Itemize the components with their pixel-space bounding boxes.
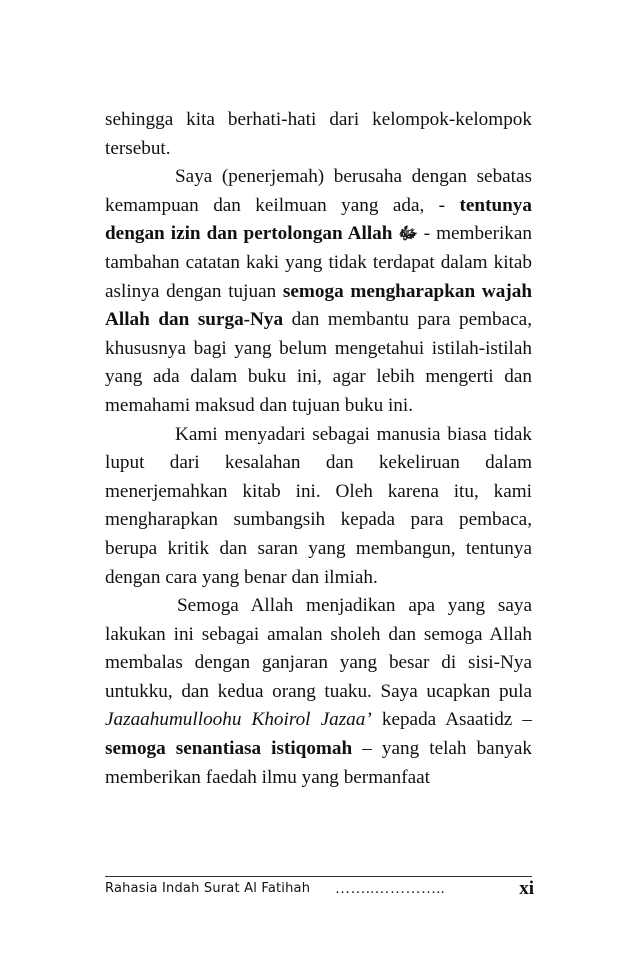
paragraph-text: – yang telah banyak memberikan faedah ilmu yang bermanfaat — [105, 738, 532, 788]
paragraph-text: Saya (penerjemah) berusaha dengan sebatas kemampuan dan keilmuan yang ada, - — [105, 166, 532, 216]
footer-rule — [105, 876, 532, 877]
paragraph-text: dan membantu para pembaca, khususnya bagi yang belum mengetahui istilah-istilah yang ada dalam buku ini, agar lebih mengerti dan memahami maksud dan tujuan buku ini. — [105, 309, 532, 416]
bold-phrase: semoga mengharapkan wajah Allah dan surga-Nya — [105, 280, 532, 331]
paragraph — [105, 163, 532, 420]
honorific-glyph: ﷻ — [398, 224, 418, 244]
page-body — [105, 106, 532, 792]
page-number: xi — [519, 878, 534, 899]
paragraph — [105, 106, 532, 163]
footer-book-title: Rahasia Indah Surat Al Fatihah — [105, 881, 311, 896]
paragraph-text: Kami menyadari sebagai manusia biasa tidak luput dari kesalahan dan kekeliruan dalam menerjemahkan kitab ini. Oleh karena itu, kami mengharapkan sumbangsih kepada para pembaca, berupa kritik dan saran yang membangun, tentunya dengan cara yang benar dan ilmiah. — [105, 423, 532, 588]
paragraph-text: Semoga Allah menjadikan apa yang saya lakukan ini sebagai amalan sholeh dan semoga Allah membalas dengan ganjaran yang besar di sisi-Nya untukku, dan kedua orang tuaku. Saya ucapkan pula — [105, 595, 532, 702]
footer-leader-dots: ……..………….. — [335, 881, 445, 897]
paragraph-text: kepada Asaatidz – — [371, 709, 533, 731]
bold-phrase: semoga senantiasa istiqomah — [105, 738, 353, 760]
bold-phrase: tentunya dengan izin dan pertolongan Allah — [105, 194, 532, 245]
paragraph-text: - memberikan tambahan catatan kaki yang tidak terdapat dalam kitab aslinya dengan tujuan — [105, 223, 533, 302]
paragraph — [105, 592, 532, 792]
paragraph-text: sehingga kita berhati-hati dari kelompok-kelompok tersebut. — [105, 109, 532, 159]
italic-phrase: Jazaahumulloohu Khoirol Jazaa’ — [105, 709, 372, 731]
paragraph — [105, 421, 532, 593]
